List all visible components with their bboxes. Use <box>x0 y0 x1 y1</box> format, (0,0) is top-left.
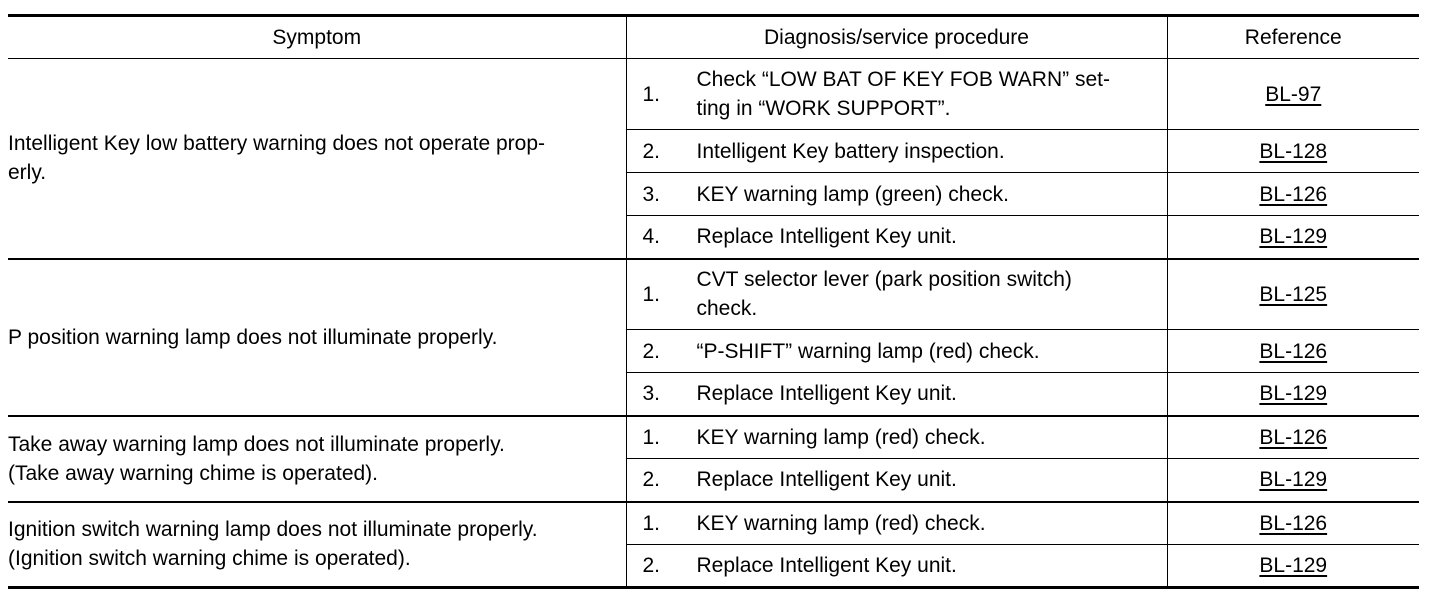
step-text: KEY warning lamp (green) check. <box>696 182 1009 206</box>
step-number: 1. <box>642 511 661 535</box>
reference-link[interactable]: BL-126 <box>1259 511 1328 535</box>
step-text: Replace Intelligent Key unit. <box>696 382 957 406</box>
step-text: Check “LOW BAT OF KEY FOB WARN” set- ting in “WORK SUPPORT”. <box>696 68 1110 120</box>
diagnosis-table <box>8 14 1419 589</box>
symptom-text: P position warning lamp does not illuminate properly. <box>8 325 498 349</box>
reference-cell <box>1167 130 1419 173</box>
step-number: 1. <box>642 425 661 449</box>
procedure-cell <box>626 330 1167 373</box>
step-text: Intelligent Key battery inspection. <box>696 139 1005 163</box>
step-number: 3. <box>642 182 661 206</box>
reference-cell <box>1167 373 1419 416</box>
step-number: 1. <box>642 82 661 106</box>
reference-cell <box>1167 545 1419 588</box>
step-text: Replace Intelligent Key unit. <box>696 468 957 492</box>
reference-link[interactable]: BL-129 <box>1259 554 1328 577</box>
symptom-group-ignition-switch <box>8 502 1419 588</box>
header-symptom: Symptom <box>8 16 626 59</box>
reference-cell <box>1167 459 1419 502</box>
symptom-text: (Ignition switch warning chime is operated). <box>8 547 411 571</box>
step-number: 2. <box>642 554 661 577</box>
reference-link[interactable]: BL-97 <box>1265 82 1322 106</box>
symptom-cell <box>8 259 626 416</box>
symptom-group-take-away <box>8 416 1419 502</box>
symptom-cell <box>8 59 626 259</box>
symptom-group-low-battery <box>8 59 1419 259</box>
symptom-text: Take away warning lamp does not illuminate properly. <box>8 432 505 456</box>
symptom-cell <box>8 502 626 588</box>
step-text: Replace Intelligent Key unit. <box>696 554 957 577</box>
header-procedure: Diagnosis/service procedure <box>626 16 1167 59</box>
procedure-cell <box>626 216 1167 259</box>
reference-cell <box>1167 59 1419 130</box>
reference-cell <box>1167 259 1419 330</box>
step-number: 2. <box>642 468 661 492</box>
table-row <box>8 502 1419 545</box>
reference-link[interactable]: BL-126 <box>1259 339 1328 363</box>
reference-cell <box>1167 330 1419 373</box>
header-reference: Reference <box>1167 16 1419 59</box>
procedure-cell <box>626 416 1167 459</box>
procedure-cell <box>626 373 1167 416</box>
procedure-cell <box>626 459 1167 502</box>
reference-cell <box>1167 216 1419 259</box>
table-row <box>8 259 1419 330</box>
step-text: Replace Intelligent Key unit. <box>696 225 957 249</box>
step-text: KEY warning lamp (red) check. <box>696 425 986 449</box>
reference-link[interactable]: BL-125 <box>1259 282 1328 306</box>
symptom-text: erly. <box>8 161 47 185</box>
table-row <box>8 416 1419 459</box>
reference-link[interactable]: BL-126 <box>1259 182 1328 206</box>
step-text: CVT selector lever (park position switch) check. <box>696 268 1072 321</box>
procedure-cell <box>626 130 1167 173</box>
procedure-cell <box>626 173 1167 216</box>
table-row <box>8 59 1419 130</box>
step-number: 2. <box>642 339 661 363</box>
procedure-cell <box>626 502 1167 545</box>
reference-cell <box>1167 416 1419 459</box>
step-text: KEY warning lamp (red) check. <box>696 511 986 535</box>
step-number: 2. <box>642 139 661 163</box>
header-row <box>8 16 1419 59</box>
reference-link[interactable]: BL-126 <box>1259 425 1328 449</box>
reference-link[interactable]: BL-129 <box>1259 468 1328 492</box>
procedure-cell <box>626 545 1167 588</box>
symptom-text: Intelligent Key low battery warning does not operate prop- <box>8 132 545 156</box>
step-number: 1. <box>642 282 661 306</box>
symptom-cell <box>8 416 626 502</box>
reference-link[interactable]: BL-129 <box>1259 225 1328 249</box>
symptom-group-p-position <box>8 259 1419 416</box>
step-number: 3. <box>642 382 661 406</box>
procedure-cell <box>626 259 1167 330</box>
reference-link[interactable]: BL-129 <box>1259 382 1328 406</box>
reference-cell <box>1167 502 1419 545</box>
step-number: 4. <box>642 225 661 249</box>
reference-cell <box>1167 173 1419 216</box>
step-text: “P-SHIFT” warning lamp (red) check. <box>696 339 1040 363</box>
symptom-text: Ignition switch warning lamp does not illuminate properly. <box>8 518 538 542</box>
procedure-cell <box>626 59 1167 130</box>
symptom-text: (Take away warning chime is operated). <box>8 461 379 485</box>
reference-link[interactable]: BL-128 <box>1259 139 1328 163</box>
